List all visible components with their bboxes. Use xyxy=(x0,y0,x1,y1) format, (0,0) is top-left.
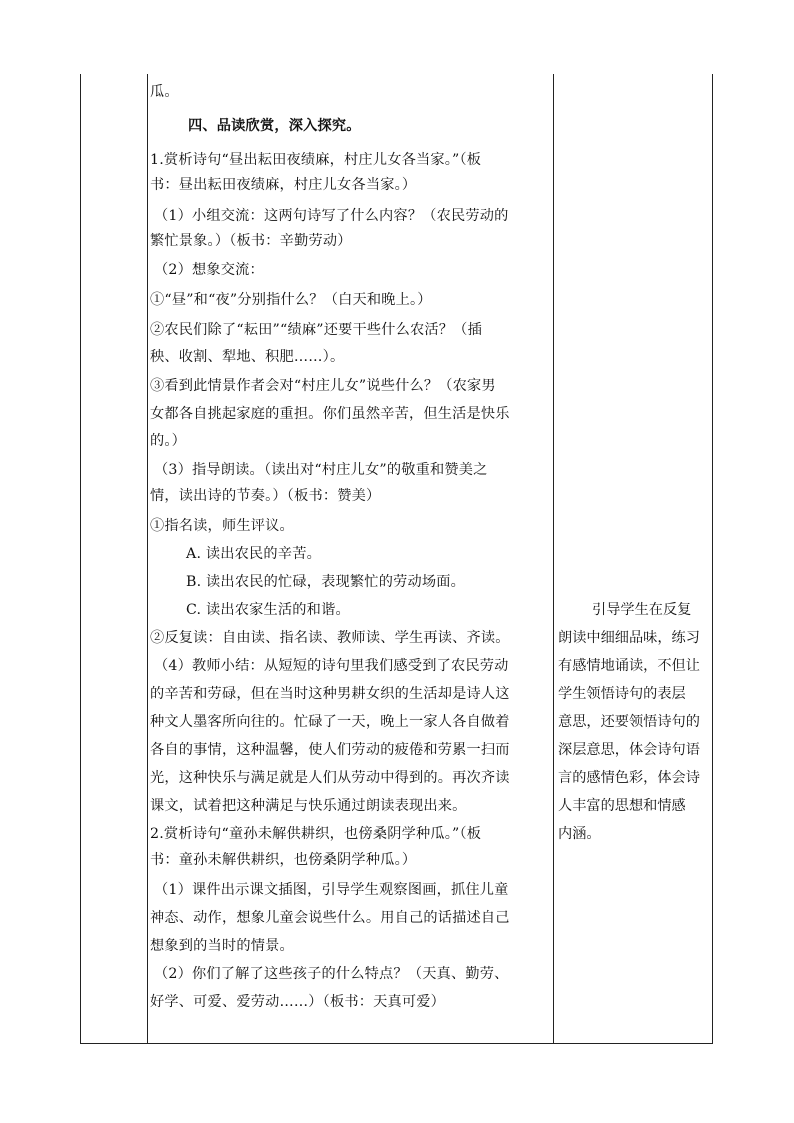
note-line: 深层意思，体会诗句语 xyxy=(558,742,700,758)
note-line: 引导学生在反复 xyxy=(592,602,692,618)
text-line: （2）想象交流： xyxy=(154,262,264,278)
column-divider-left xyxy=(147,74,148,1043)
note-line: 人丰富的思想和情感 xyxy=(558,798,686,814)
text-line: （4）教师小结：从短短的诗句里我们感受到了农民劳动 xyxy=(154,658,509,674)
note-line: 有感情地诵读，不但让 xyxy=(558,658,700,674)
text-line: 光，这种快乐与满足就是人们从劳动中得到的。再次齐读 xyxy=(150,770,510,786)
text-line: 好学、可爱、爱劳动……）（板书：天真可爱） xyxy=(150,994,446,1010)
text-line: 想象到的当时的情景。 xyxy=(150,938,294,954)
text-line: （1）小组交流：这两句诗写了什么内容？（农民劳动的 xyxy=(154,208,509,224)
text-line: C. 读出农家生活的和谐。 xyxy=(186,602,350,618)
text-line: 各自的事情，这种温馨，使人们劳动的疲倦和劳累一扫而 xyxy=(150,742,510,758)
text-line: A. 读出农民的辛苦。 xyxy=(186,546,321,562)
text-line: ①指名读，师生评议。 xyxy=(150,518,294,534)
note-line: 言的感情色彩，体会诗 xyxy=(558,770,700,786)
text-line: 神态、动作，想象儿童会说些什么。用自己的话描述自己 xyxy=(150,910,510,926)
column-divider-right xyxy=(553,74,554,1043)
text-line: （2）你们了解了这些孩子的什么特点？（天真、勤劳、 xyxy=(154,966,509,982)
text-line: 种文人墨客所向往的。忙碌了一天，晚上一家人各自做着 xyxy=(150,714,510,730)
text-line: （3）指导朗读。（读出对“村庄儿女”的敬重和赞美之 xyxy=(154,462,488,478)
text-line: 课文，试着把这种满足与快乐通过朗读表现出来。 xyxy=(150,798,467,814)
note-line: 朗读中细细品味，练习 xyxy=(558,630,700,646)
text-line: 女都各自挑起家庭的重担。你们虽然辛苦，但生活是快乐 xyxy=(150,406,510,422)
text-line: 瓜。 xyxy=(150,84,179,100)
note-line: 内涵。 xyxy=(558,826,601,842)
text-line: 1.赏析诗句“昼出耘田夜绩麻，村庄儿女各当家。”（板 xyxy=(150,152,482,168)
text-line: ②反复读：自由读、指名读、教师读、学生再读、齐读。 xyxy=(150,630,510,646)
text-line: ②农民们除了“耘田”“绩麻”还要干些什么农活？（插 xyxy=(150,322,482,338)
text-line: B. 读出农民的忙碌，表现繁忙的劳动场面。 xyxy=(186,574,466,590)
text-line: 2.赏析诗句“童孙未解供耕织，也傍桑阴学种瓜。”（板 xyxy=(150,826,482,842)
text-line: 书：童孙未解供耕织，也傍桑阴学种瓜。） xyxy=(150,852,417,868)
text-line: 书：昼出耘田夜绩麻，村庄儿女各当家。） xyxy=(150,177,417,193)
text-line: ①“昼”和“夜”分别指什么？（白天和晚上。） xyxy=(150,292,432,308)
text-line: ③看到此情景作者会对“村庄儿女”说些什么？（农家男 xyxy=(150,378,496,394)
note-line: 意思，还要领悟诗句的 xyxy=(558,714,700,730)
text-line: 的辛苦和劳碌，但在当时这种男耕女织的生活却是诗人这 xyxy=(150,686,510,702)
section-heading: 四、品读欣赏，深入探究。 xyxy=(188,118,361,134)
text-line: 情，读出诗的节奏。）（板书：赞美） xyxy=(150,488,381,504)
text-line: 的。） xyxy=(150,433,187,449)
text-line: 秧、收割、犁地、积肥……）。 xyxy=(150,349,345,365)
note-line: 学生领悟诗句的表层 xyxy=(558,686,686,702)
text-line: （1）课件出示课文插图，引导学生观察图画，抓住儿童 xyxy=(154,882,509,898)
text-line: 繁忙景象。）（板书：辛勤劳动） xyxy=(150,233,352,249)
